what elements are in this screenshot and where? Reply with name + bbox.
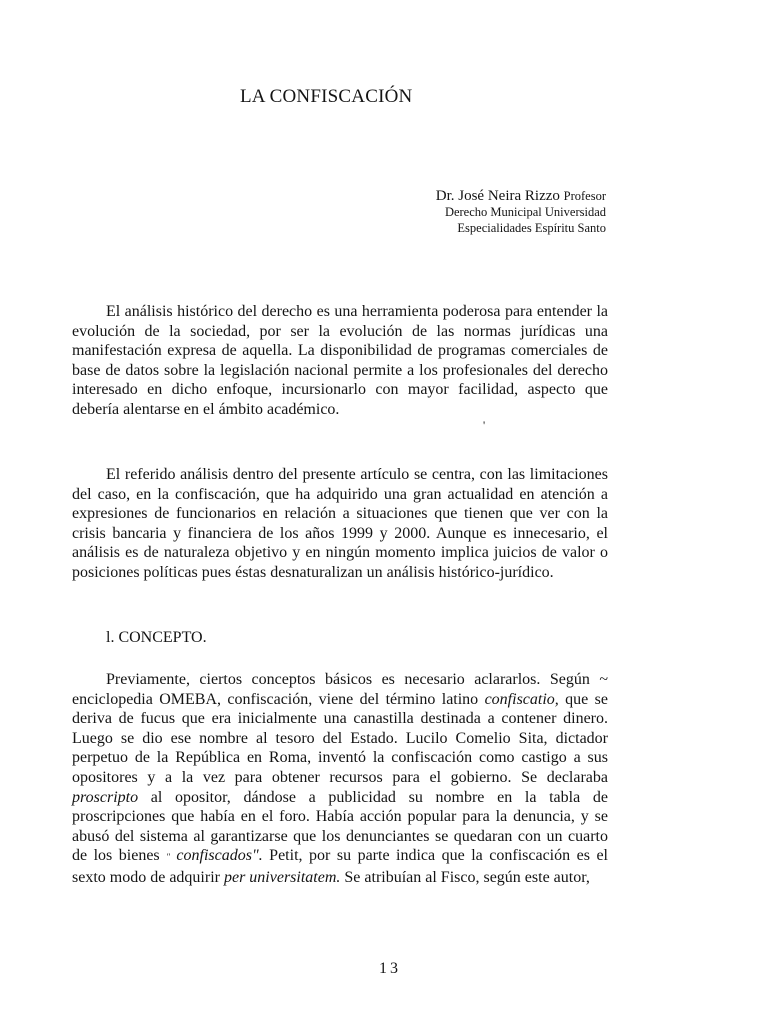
paragraph-intro (72, 302, 608, 420)
paragraph-concepto (72, 670, 608, 888)
page-title: LA CONFISCACIÓN (240, 86, 413, 107)
paragraph-3-text (72, 670, 608, 888)
p3-italic-b: proscripto (72, 788, 139, 806)
author-line (436, 188, 606, 204)
section-heading-concepto: l. CONCEPTO. (106, 629, 207, 646)
p3-part-c: al opositor, dándose a publicidad su nombre en la tabla de proscripciones que había en el foro. Había acción popular para la denuncia, y se abusó del sistema al garantizarse que los denunciantes se quedaran con un cuarto de los bienes (72, 788, 608, 865)
page-number: 13 (379, 960, 401, 977)
author-role: Profesor (563, 189, 606, 203)
paragraph-1-text: El análisis histórico del derecho es una herramienta poderosa para entender la evolución de la sociedad, por ser la evolución de las normas jurídicas una manifestación expresa de aquella. La disponibilidad de programas comerciales de base de datos sobre la legislación nacional permite a los profesionales del derecho interesado en dicho enfoque, incursionarlo con mayor facilidad, aspecto que debería alentarse en el ámbito académico. (72, 303, 608, 418)
stray-mark: ' (483, 418, 486, 432)
p3-part-d: Petit, por su parte indica que la confiscación es el sexto modo de adquirir (72, 847, 608, 886)
p3-part-a: Previamente, ciertos conceptos básicos es necesario aclararlos. Según ~ enciclopedia OMEBA, confiscación, viene del término latino (72, 671, 608, 708)
p3-part-b: que se deriva de fucus que era inicialmente una canastilla destinada a contener dinero. Luego se dio ese nombre al tesoro del Estado. Lucilo Comelio Sita, dictador perpetuo de la República en Roma, inventó la confiscación como castigo a sus opositores y a la vez para obtener recursos para el gobierno. Se declaraba (72, 690, 608, 786)
p3-part-e: Se atribuían al Fisco, según este autor, (340, 868, 590, 886)
paragraph-2-text: El referido análisis dentro del presente artículo se centra, con las limitaciones del caso, en la confiscación, que ha adquirido una gran actualidad en atención a expresiones de funcionarios en relación a situaciones que tienen que ver con la crisis bancaria y financiera de los años 1999 y 2000. Aunque es innecesario, el análisis es de naturaleza objetivo y en ningún momento implica juicios de valor o posiciones políticas pues éstas desnaturalizan un análisis histórico-jurídico. (72, 466, 608, 581)
author-affiliation-1: Derecho Municipal Universidad (444, 205, 606, 219)
author-block (436, 188, 606, 236)
paragraph-scope (72, 465, 608, 583)
p3-italic-a: confiscatio, (484, 690, 559, 708)
author-name: Dr. José Neira Rizzo (435, 188, 560, 204)
p3-italic-d: per universitatem. (223, 868, 341, 886)
author-affiliation-2: Especialidades Espíritu Santo (457, 221, 606, 235)
p3-italic-c: confiscados". (176, 847, 263, 865)
p3-quote-mark: " (166, 852, 170, 863)
